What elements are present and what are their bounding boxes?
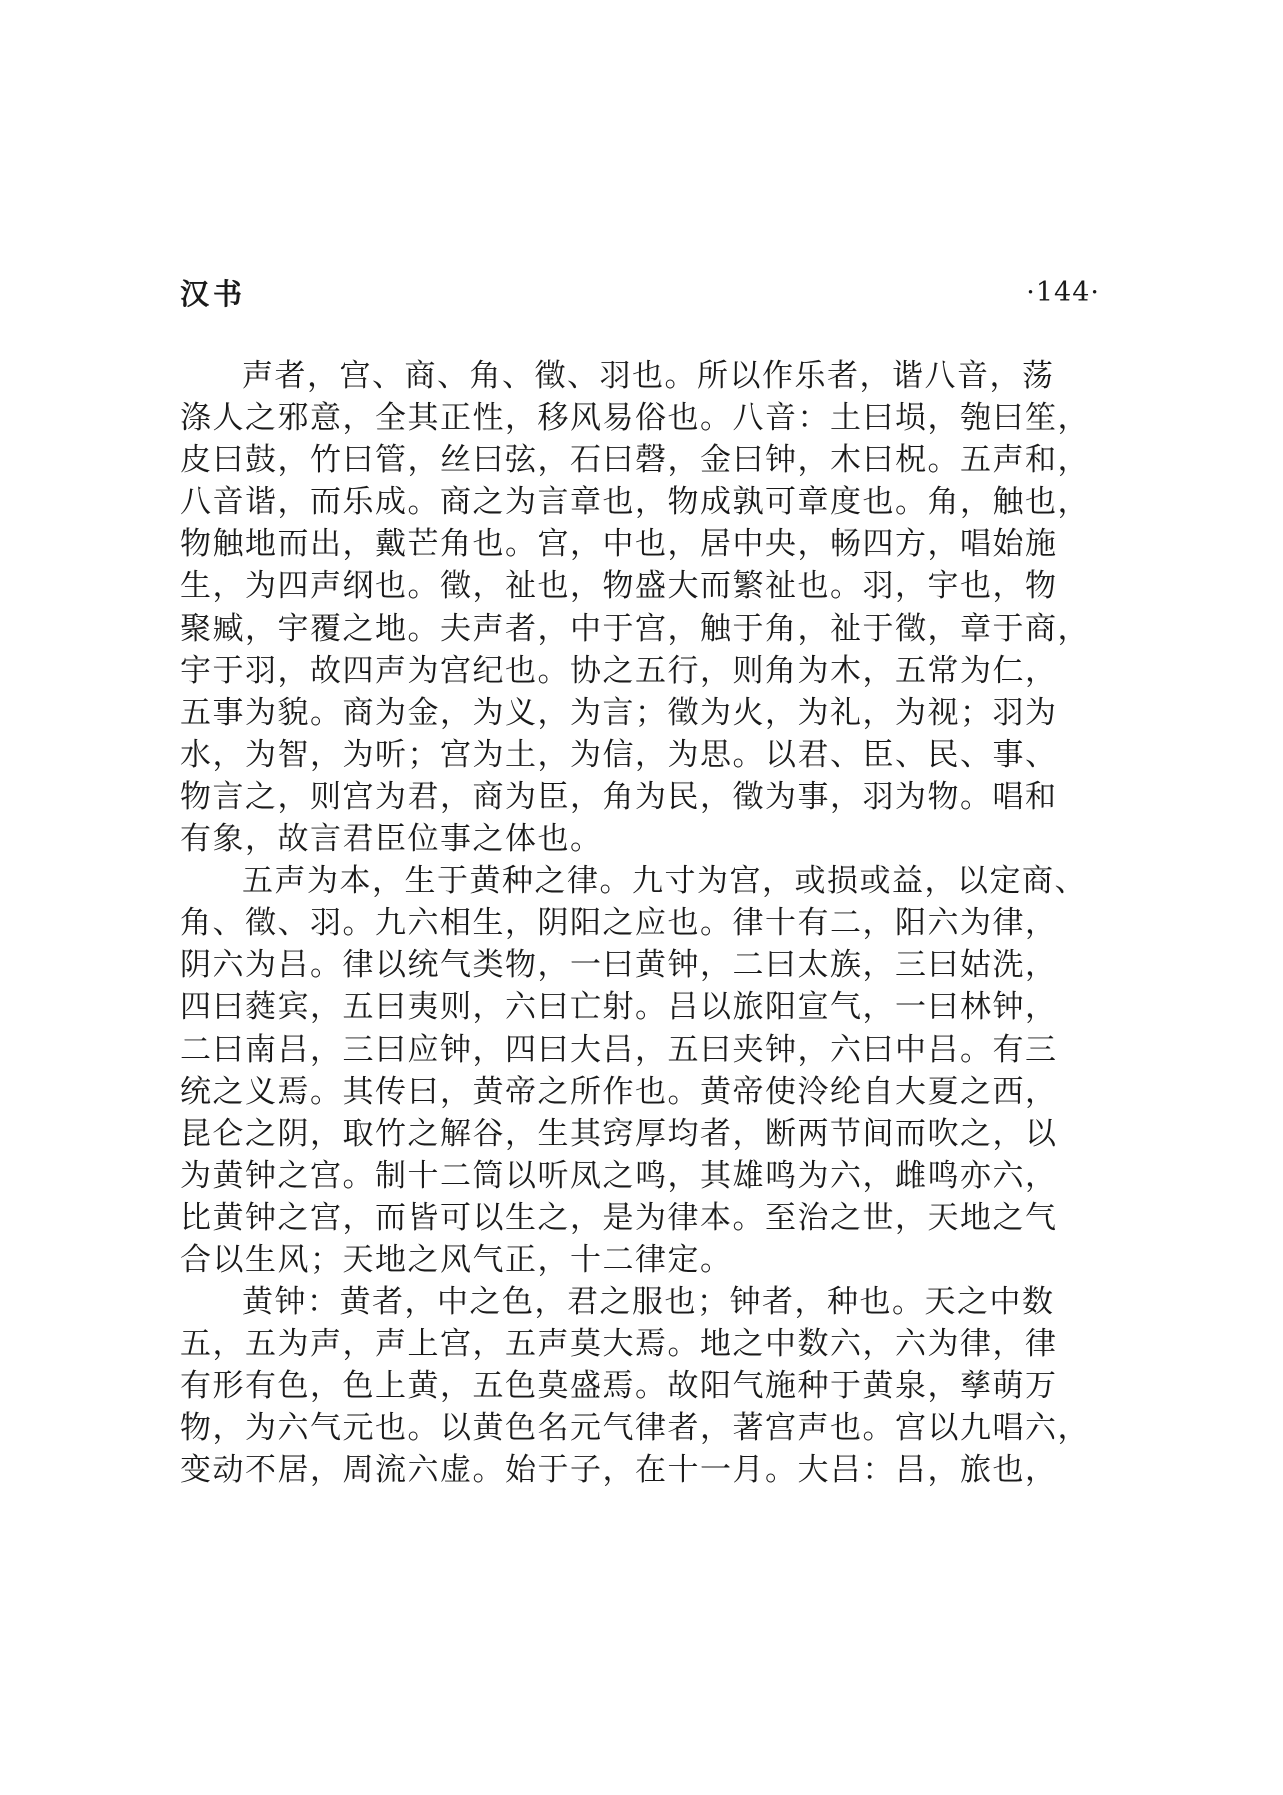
paragraph — [180, 355, 1100, 860]
running-header — [180, 272, 1100, 312]
text-line: 物言之，则宫为君，商为臣，角为民，徵为事，羽为物。唱和 — [180, 778, 1058, 815]
text-line: 物触地而出，戴芒角也。宫，中也，居中央，畅四方，唱始施 — [180, 526, 1058, 563]
text-line: 变动不居，周流六虚。始于子，在十一月。大吕：吕，旅也， — [180, 1452, 1058, 1489]
text-line: 水，为智，为听；宫为土，为信，为思。以君、臣、民、事、 — [180, 736, 1058, 773]
text-line: 涤人之邪意，全其正性，移风易俗也。八音：土曰埙，匏曰笙， — [180, 400, 1090, 437]
text-line: 四曰蕤宾，五曰夷则，六曰亡射。吕以旅阳宣气，一曰林钟， — [180, 989, 1058, 1026]
page-number: ·144· — [1026, 276, 1100, 308]
text-line: 宇于羽，故四声为宫纪也。协之五行，则角为木，五常为仁， — [180, 652, 1058, 689]
text-line: 有形有色，色上黄，五色莫盛焉。故阳气施种于黄泉，孳萌万 — [180, 1368, 1058, 1405]
text-line: 二曰南吕，三曰应钟，四曰大吕，五曰夹钟，六曰中吕。有三 — [180, 1031, 1058, 1068]
text-line: 阴六为吕。律以统气类物，一曰黄钟，二曰太族，三曰姑洗， — [180, 947, 1058, 984]
text-line: 统之义焉。其传曰，黄帝之所作也。黄帝使泠纶自大夏之西， — [180, 1073, 1058, 1110]
text-line: 昆仑之阴，取竹之解谷，生其窍厚均者，断两节间而吹之，以 — [180, 1115, 1058, 1152]
text-line: 生，为四声纲也。徵，祉也，物盛大而繁祉也。羽，宇也，物 — [180, 568, 1058, 605]
text-line: 比黄钟之宫，而皆可以生之，是为律本。至治之世，天地之气 — [180, 1199, 1058, 1236]
paragraph — [180, 860, 1100, 1281]
text-line: 八音谐，而乐成。商之为言章也，物成孰可章度也。角，触也， — [180, 484, 1090, 521]
text-line: 皮曰鼓，竹曰管，丝曰弦，石曰磬，金曰钟，木曰柷。五声和， — [180, 442, 1090, 479]
text-line: 合以生风；天地之风气正，十二律定。 — [180, 1241, 733, 1278]
book-title: 汉书 — [180, 276, 247, 311]
text-line: 五，五为声，声上宫，五声莫大焉。地之中数六，六为律，律 — [180, 1326, 1058, 1363]
text-line: 黄钟：黄者，中之色，君之服也；钟者，种也。天之中数 — [242, 1284, 1055, 1321]
text-line: 角、徵、羽。九六相生，阴阳之应也。律十有二，阳六为律， — [180, 905, 1058, 942]
text-line: 五声为本，生于黄种之律。九寸为宫，或损或益，以定商、 — [242, 863, 1087, 900]
text-line: 为黄钟之宫。制十二筒以听凤之鸣，其雄鸣为六，雌鸣亦六， — [180, 1157, 1058, 1194]
text-line: 五事为貌。商为金，为义，为言；徵为火，为礼，为视；羽为 — [180, 694, 1058, 731]
body-text — [180, 355, 1100, 1492]
text-line: 物，为六气元也。以黄色名元气律者，著宫声也。宫以九唱六， — [180, 1410, 1090, 1447]
paragraph — [180, 1281, 1100, 1491]
text-line: 有象，故言君臣位事之体也。 — [180, 821, 603, 858]
text-line: 声者，宫、商、角、徵、羽也。所以作乐者，谐八音，荡 — [242, 358, 1055, 394]
text-line: 聚臧，宇覆之地。夫声者，中于宫，触于角，祉于徵，章于商， — [180, 610, 1090, 647]
